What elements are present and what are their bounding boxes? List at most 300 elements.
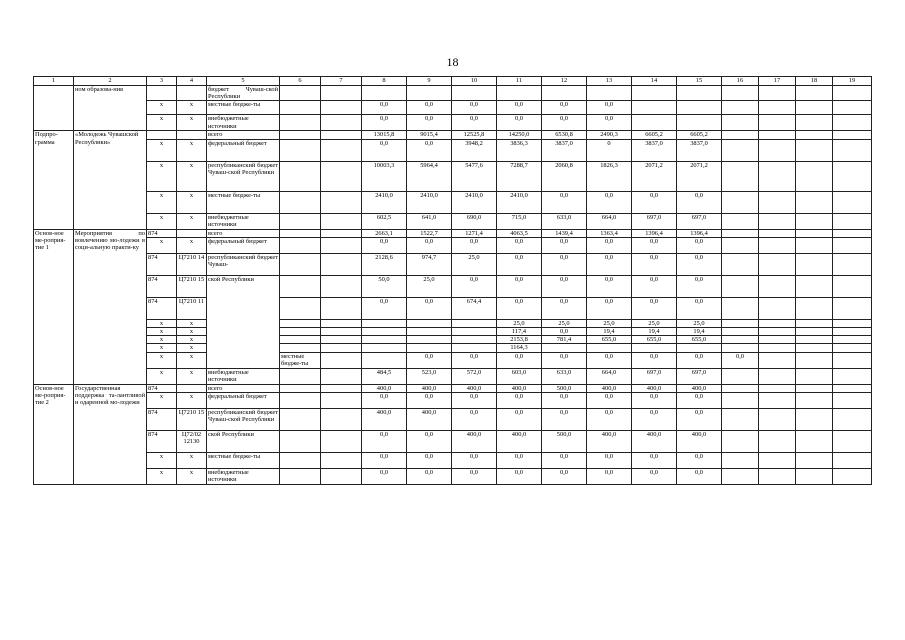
funding-source-cell: республиканский бюджет Чуваш- bbox=[207, 253, 280, 275]
empty-cell bbox=[722, 86, 759, 101]
value-cell: 500,0 bbox=[542, 430, 587, 452]
empty-cell bbox=[796, 139, 833, 161]
funding-source-cell: республиканский бюджет Чуваш-ской Республики bbox=[207, 408, 280, 430]
empty-cell bbox=[833, 336, 872, 344]
value-cell: 4063,5 bbox=[497, 229, 542, 237]
table-row bbox=[34, 131, 872, 139]
empty-cell bbox=[321, 131, 362, 139]
value-cell: 0,0 bbox=[497, 275, 542, 297]
value-cell: 0,0 bbox=[497, 115, 542, 131]
empty-cell bbox=[759, 352, 796, 368]
empty-cell bbox=[280, 213, 321, 229]
value-cell: 400,0 bbox=[677, 430, 722, 452]
value-cell bbox=[452, 328, 497, 336]
value-cell: 0,0 bbox=[452, 101, 497, 115]
funding-source-cell: местные бюдже-ты bbox=[207, 191, 280, 213]
empty-cell bbox=[796, 161, 833, 191]
value-cell: 0,0 bbox=[542, 101, 587, 115]
empty-cell bbox=[796, 253, 833, 275]
value-cell: 0,0 bbox=[542, 392, 587, 408]
row-name-cell: Государственная поддержка та-лантливой и одаренной мо-лодежи bbox=[74, 384, 147, 484]
table-row bbox=[34, 452, 872, 468]
value-cell: 5964,4 bbox=[407, 161, 452, 191]
empty-cell bbox=[321, 430, 362, 452]
empty-cell bbox=[796, 131, 833, 139]
empty-cell bbox=[796, 344, 833, 352]
value-cell: 572,0 bbox=[452, 368, 497, 384]
header-cell: 5 bbox=[207, 77, 280, 86]
value-cell: 0,0 bbox=[542, 115, 587, 131]
funding-source-cell: внебюджетные источники bbox=[207, 368, 280, 384]
value-cell: 400,0 bbox=[452, 384, 497, 392]
value-cell: 655,0 bbox=[677, 336, 722, 344]
empty-cell bbox=[833, 115, 872, 131]
value-cell: 0,0 bbox=[677, 352, 722, 368]
header-cell: 15 bbox=[677, 77, 722, 86]
target-code-cell: х bbox=[177, 115, 207, 131]
empty-cell bbox=[722, 408, 759, 430]
value-cell: 6605,2 bbox=[677, 131, 722, 139]
empty-cell bbox=[796, 452, 833, 468]
table-row bbox=[34, 213, 872, 229]
funding-source-cell: ской Республики bbox=[207, 430, 280, 452]
empty-cell bbox=[833, 344, 872, 352]
empty-cell bbox=[321, 392, 362, 408]
value-cell: 0,0 bbox=[407, 237, 452, 253]
empty-cell bbox=[722, 101, 759, 115]
empty-cell bbox=[759, 131, 796, 139]
target-code-cell: х bbox=[177, 328, 207, 336]
value-cell bbox=[362, 86, 407, 101]
value-cell bbox=[452, 336, 497, 344]
empty-cell bbox=[722, 336, 759, 344]
value-cell: 0,0 bbox=[407, 297, 452, 319]
target-code-cell: х bbox=[177, 213, 207, 229]
empty-cell bbox=[833, 408, 872, 430]
header-cell: 4 bbox=[177, 77, 207, 86]
value-cell: 1164,3 bbox=[497, 344, 542, 352]
empty-cell bbox=[796, 213, 833, 229]
value-cell: 0,0 bbox=[632, 392, 677, 408]
empty-cell bbox=[321, 468, 362, 484]
empty-cell bbox=[759, 392, 796, 408]
funding-source-cell: всего bbox=[207, 131, 280, 139]
value-cell: 0,0 bbox=[497, 253, 542, 275]
empty-cell bbox=[759, 253, 796, 275]
value-cell bbox=[587, 86, 632, 101]
empty-cell bbox=[722, 191, 759, 213]
value-cell: 0,0 bbox=[677, 392, 722, 408]
value-cell: 0,0 bbox=[407, 115, 452, 131]
value-cell: 0,0 bbox=[362, 115, 407, 131]
value-cell: 0,0 bbox=[497, 468, 542, 484]
target-code-cell: Ц7210 15 bbox=[177, 408, 207, 430]
value-cell: 0,0 bbox=[587, 408, 632, 430]
funding-source-cell: республиканский бюджет Чуваш-ской Республики bbox=[207, 161, 280, 191]
empty-cell bbox=[722, 229, 759, 237]
value-cell bbox=[362, 344, 407, 352]
value-cell: 0,0 bbox=[362, 430, 407, 452]
target-code-cell: х bbox=[177, 452, 207, 468]
empty-cell bbox=[321, 344, 362, 352]
table-row bbox=[34, 319, 872, 327]
header-row bbox=[34, 77, 872, 86]
grbs-cell: 874 bbox=[147, 229, 177, 237]
grbs-cell: х bbox=[147, 139, 177, 161]
grbs-cell: х bbox=[147, 344, 177, 352]
empty-cell bbox=[833, 328, 872, 336]
empty-cell bbox=[833, 352, 872, 368]
empty-cell bbox=[280, 161, 321, 191]
target-code-cell: Ц7210 11 bbox=[177, 297, 207, 319]
value-cell: 0,0 bbox=[362, 101, 407, 115]
value-cell: 0,0 bbox=[497, 297, 542, 319]
empty-cell bbox=[722, 213, 759, 229]
value-cell: 2071,2 bbox=[632, 161, 677, 191]
empty-cell bbox=[280, 101, 321, 115]
value-cell: 19,4 bbox=[587, 328, 632, 336]
empty-cell bbox=[796, 191, 833, 213]
header-cell: 14 bbox=[632, 77, 677, 86]
value-cell: 400,0 bbox=[587, 384, 632, 392]
empty-cell bbox=[833, 384, 872, 392]
value-cell: 0,0 bbox=[497, 101, 542, 115]
value-cell bbox=[542, 344, 587, 352]
grbs-cell: х bbox=[147, 101, 177, 115]
value-cell bbox=[542, 86, 587, 101]
empty-cell bbox=[280, 384, 321, 392]
header-cell: 1 bbox=[34, 77, 74, 86]
empty-cell bbox=[833, 86, 872, 101]
value-cell: 25,0 bbox=[497, 319, 542, 327]
value-cell: 0,0 bbox=[677, 237, 722, 253]
empty-cell bbox=[796, 336, 833, 344]
value-cell: 0,0 bbox=[632, 253, 677, 275]
value-cell: 484,5 bbox=[362, 368, 407, 384]
empty-cell bbox=[759, 328, 796, 336]
value-cell bbox=[362, 336, 407, 344]
value-cell: 0,0 bbox=[632, 275, 677, 297]
empty-cell bbox=[280, 253, 321, 275]
empty-cell bbox=[321, 275, 362, 297]
value-cell: 0,0 bbox=[677, 253, 722, 275]
value-cell: 0,0 bbox=[677, 275, 722, 297]
empty-cell bbox=[722, 344, 759, 352]
empty-cell bbox=[321, 161, 362, 191]
target-code-cell: х bbox=[177, 237, 207, 253]
empty-cell bbox=[759, 319, 796, 327]
funding-source-cell: всего bbox=[207, 229, 280, 237]
target-code-cell bbox=[177, 131, 207, 139]
value-cell: 781,4 bbox=[542, 336, 587, 344]
value-cell: 0,0 bbox=[452, 237, 497, 253]
header-cell: 17 bbox=[759, 77, 796, 86]
funding-source-cell: внебюджетные источники bbox=[207, 468, 280, 484]
value-cell: 0,0 bbox=[542, 408, 587, 430]
table-row bbox=[34, 253, 872, 275]
value-cell: 0,0 bbox=[587, 392, 632, 408]
value-cell: 0,0 bbox=[587, 191, 632, 213]
empty-cell bbox=[321, 319, 362, 327]
value-cell: 0,0 bbox=[497, 392, 542, 408]
target-code-cell bbox=[177, 384, 207, 392]
empty-cell bbox=[722, 468, 759, 484]
value-cell: 400,0 bbox=[587, 430, 632, 452]
value-cell: 0,0 bbox=[542, 253, 587, 275]
empty-cell bbox=[796, 319, 833, 327]
value-cell: 0,0 bbox=[587, 115, 632, 131]
table-row bbox=[34, 229, 872, 237]
value-cell: 19,4 bbox=[632, 328, 677, 336]
empty-cell bbox=[280, 237, 321, 253]
value-cell: 3837,0 bbox=[542, 139, 587, 161]
value-cell bbox=[677, 344, 722, 352]
value-cell: 19,4 bbox=[677, 328, 722, 336]
value-cell: 50,0 bbox=[362, 275, 407, 297]
grbs-cell: 874 bbox=[147, 384, 177, 392]
value-cell: 0,0 bbox=[407, 352, 452, 368]
grbs-cell: х bbox=[147, 319, 177, 327]
grbs-cell: 874 bbox=[147, 275, 177, 297]
row-label-cell: Основ-ное ме-роприя-тие 2 bbox=[34, 384, 74, 484]
value-cell: 2071,2 bbox=[677, 161, 722, 191]
empty-cell bbox=[796, 392, 833, 408]
value-cell bbox=[407, 319, 452, 327]
table-row bbox=[34, 352, 872, 368]
empty-cell bbox=[759, 468, 796, 484]
empty-cell bbox=[759, 275, 796, 297]
empty-cell bbox=[722, 161, 759, 191]
funding-source-cell: федеральный бюджет bbox=[207, 392, 280, 408]
target-code-cell: х bbox=[177, 344, 207, 352]
header-cell: 10 bbox=[452, 77, 497, 86]
empty-cell bbox=[833, 297, 872, 319]
value-cell: 633,0 bbox=[542, 213, 587, 229]
value-cell: 400,0 bbox=[362, 384, 407, 392]
table-row bbox=[34, 237, 872, 253]
empty-cell bbox=[833, 430, 872, 452]
empty-cell bbox=[280, 191, 321, 213]
value-cell: 3836,3 bbox=[497, 139, 542, 161]
value-cell: 1396,4 bbox=[632, 229, 677, 237]
empty-cell bbox=[722, 452, 759, 468]
value-cell: 0,0 bbox=[542, 191, 587, 213]
value-cell: 0,0 bbox=[677, 452, 722, 468]
value-cell: 2410,0 bbox=[362, 191, 407, 213]
empty-cell bbox=[833, 131, 872, 139]
empty-cell bbox=[759, 213, 796, 229]
value-cell: 0,0 bbox=[407, 468, 452, 484]
value-cell: 400,0 bbox=[497, 384, 542, 392]
empty-cell bbox=[759, 368, 796, 384]
empty-cell bbox=[321, 408, 362, 430]
value-cell: 0,0 bbox=[542, 352, 587, 368]
table-row bbox=[34, 161, 872, 191]
value-cell: 0,0 bbox=[452, 452, 497, 468]
value-cell: 641,0 bbox=[407, 213, 452, 229]
empty-cell bbox=[321, 229, 362, 237]
empty-cell bbox=[759, 139, 796, 161]
value-cell: 697,0 bbox=[677, 368, 722, 384]
grbs-cell bbox=[147, 86, 177, 101]
empty-cell bbox=[321, 139, 362, 161]
empty-cell bbox=[280, 368, 321, 384]
target-code-cell: х bbox=[177, 139, 207, 161]
grbs-cell: х bbox=[147, 468, 177, 484]
empty-cell bbox=[280, 336, 321, 344]
empty-cell bbox=[759, 115, 796, 131]
value-cell: 0,0 bbox=[542, 297, 587, 319]
value-cell: 12525,8 bbox=[452, 131, 497, 139]
empty-cell bbox=[796, 430, 833, 452]
funding-source-cell: местные бюдже-ты bbox=[207, 452, 280, 468]
value-cell: 7288,7 bbox=[497, 161, 542, 191]
value-cell: 117,4 bbox=[497, 328, 542, 336]
value-cell: 2153,8 bbox=[497, 336, 542, 344]
value-cell: 0,0 bbox=[452, 115, 497, 131]
header-cell: 16 bbox=[722, 77, 759, 86]
empty-cell bbox=[321, 253, 362, 275]
value-cell: 25,0 bbox=[587, 319, 632, 327]
empty-cell bbox=[759, 86, 796, 101]
empty-cell bbox=[796, 352, 833, 368]
value-cell: 400,0 bbox=[407, 408, 452, 430]
empty-cell bbox=[722, 328, 759, 336]
target-code-cell: х bbox=[177, 336, 207, 344]
row-label-cell: Основ-ное ме-роприя-тие 1 bbox=[34, 229, 74, 384]
header-cell: 13 bbox=[587, 77, 632, 86]
grbs-cell bbox=[147, 131, 177, 139]
target-code-cell bbox=[177, 86, 207, 101]
empty-cell bbox=[280, 319, 321, 327]
value-cell: 1826,3 bbox=[587, 161, 632, 191]
header-cell: 12 bbox=[542, 77, 587, 86]
value-cell: 697,0 bbox=[677, 213, 722, 229]
value-cell: 0,0 bbox=[362, 392, 407, 408]
header-cell: 2 bbox=[74, 77, 147, 86]
empty-cell bbox=[833, 191, 872, 213]
empty-cell bbox=[722, 139, 759, 161]
value-cell: 0,0 bbox=[632, 237, 677, 253]
empty-cell bbox=[722, 297, 759, 319]
value-cell: 0,0 bbox=[587, 352, 632, 368]
grbs-cell: 874 bbox=[147, 408, 177, 430]
row-label-cell bbox=[34, 86, 74, 131]
value-cell: 25,0 bbox=[407, 275, 452, 297]
grbs-cell: х bbox=[147, 237, 177, 253]
target-code-cell: Ц72/02 12130 bbox=[177, 430, 207, 452]
row-name-cell: «Молодежь Чувашской Республики» bbox=[74, 131, 147, 229]
table-row bbox=[34, 468, 872, 484]
value-cell: 603,0 bbox=[497, 368, 542, 384]
empty-cell bbox=[280, 430, 321, 452]
value-cell: 2060,8 bbox=[542, 161, 587, 191]
empty-cell bbox=[796, 115, 833, 131]
value-cell: 2663,1 bbox=[362, 229, 407, 237]
value-cell: 0,0 bbox=[587, 253, 632, 275]
value-cell: 664,0 bbox=[587, 213, 632, 229]
empty-cell bbox=[722, 368, 759, 384]
empty-cell bbox=[321, 336, 362, 344]
value-cell: 0,0 bbox=[722, 352, 759, 368]
empty-cell bbox=[833, 392, 872, 408]
value-cell: 0 bbox=[587, 139, 632, 161]
target-code-cell: х bbox=[177, 352, 207, 368]
value-cell: 13015,8 bbox=[362, 131, 407, 139]
value-cell: 3837,0 bbox=[677, 139, 722, 161]
empty-cell bbox=[833, 161, 872, 191]
value-cell: 0,0 bbox=[452, 392, 497, 408]
value-cell bbox=[407, 336, 452, 344]
target-code-cell: х bbox=[177, 392, 207, 408]
grbs-cell: 874 bbox=[147, 430, 177, 452]
empty-cell bbox=[833, 237, 872, 253]
header-cell: 9 bbox=[407, 77, 452, 86]
empty-cell bbox=[321, 237, 362, 253]
grbs-cell: 874 bbox=[147, 253, 177, 275]
empty-cell bbox=[280, 139, 321, 161]
value-cell: 0,0 bbox=[587, 237, 632, 253]
empty-cell bbox=[722, 319, 759, 327]
empty-cell bbox=[722, 275, 759, 297]
value-cell: 400,0 bbox=[452, 430, 497, 452]
header-cell: 11 bbox=[497, 77, 542, 86]
value-cell bbox=[407, 328, 452, 336]
empty-cell bbox=[796, 328, 833, 336]
value-cell: 2410,0 bbox=[497, 191, 542, 213]
empty-cell bbox=[833, 468, 872, 484]
value-cell bbox=[362, 328, 407, 336]
target-code-cell: х bbox=[177, 468, 207, 484]
empty-cell bbox=[759, 452, 796, 468]
empty-cell bbox=[796, 468, 833, 484]
table-row bbox=[34, 328, 872, 336]
value-cell bbox=[587, 344, 632, 352]
empty-cell bbox=[759, 161, 796, 191]
empty-cell bbox=[833, 319, 872, 327]
value-cell: 0,0 bbox=[677, 468, 722, 484]
value-cell: 633,0 bbox=[542, 368, 587, 384]
header-cell: 3 bbox=[147, 77, 177, 86]
value-cell: 655,0 bbox=[587, 336, 632, 344]
funding-source-cell: местные бюдже-ты bbox=[207, 101, 280, 115]
value-cell bbox=[632, 115, 677, 131]
value-cell: 0,0 bbox=[407, 101, 452, 115]
row-name-cell: ном образова-ния bbox=[74, 86, 147, 131]
value-cell: 400,0 bbox=[677, 384, 722, 392]
empty-cell bbox=[759, 191, 796, 213]
empty-cell bbox=[796, 86, 833, 101]
empty-cell bbox=[321, 452, 362, 468]
value-cell: 0,0 bbox=[362, 297, 407, 319]
empty-cell bbox=[833, 101, 872, 115]
empty-cell bbox=[722, 253, 759, 275]
value-cell: 0,0 bbox=[542, 237, 587, 253]
value-cell: 2128,6 bbox=[362, 253, 407, 275]
empty-cell bbox=[759, 344, 796, 352]
table-row bbox=[34, 101, 872, 115]
value-cell: 0,0 bbox=[362, 139, 407, 161]
grbs-cell: х bbox=[147, 213, 177, 229]
value-cell: 2490,3 bbox=[587, 131, 632, 139]
row-label-cell: Подпро-грамма bbox=[34, 131, 74, 229]
grbs-cell: х bbox=[147, 452, 177, 468]
value-cell: 6530,8 bbox=[542, 131, 587, 139]
empty-cell bbox=[796, 237, 833, 253]
empty-cell bbox=[321, 86, 362, 101]
funding-source-cell: ской Республики bbox=[207, 275, 280, 368]
empty-cell bbox=[796, 101, 833, 115]
